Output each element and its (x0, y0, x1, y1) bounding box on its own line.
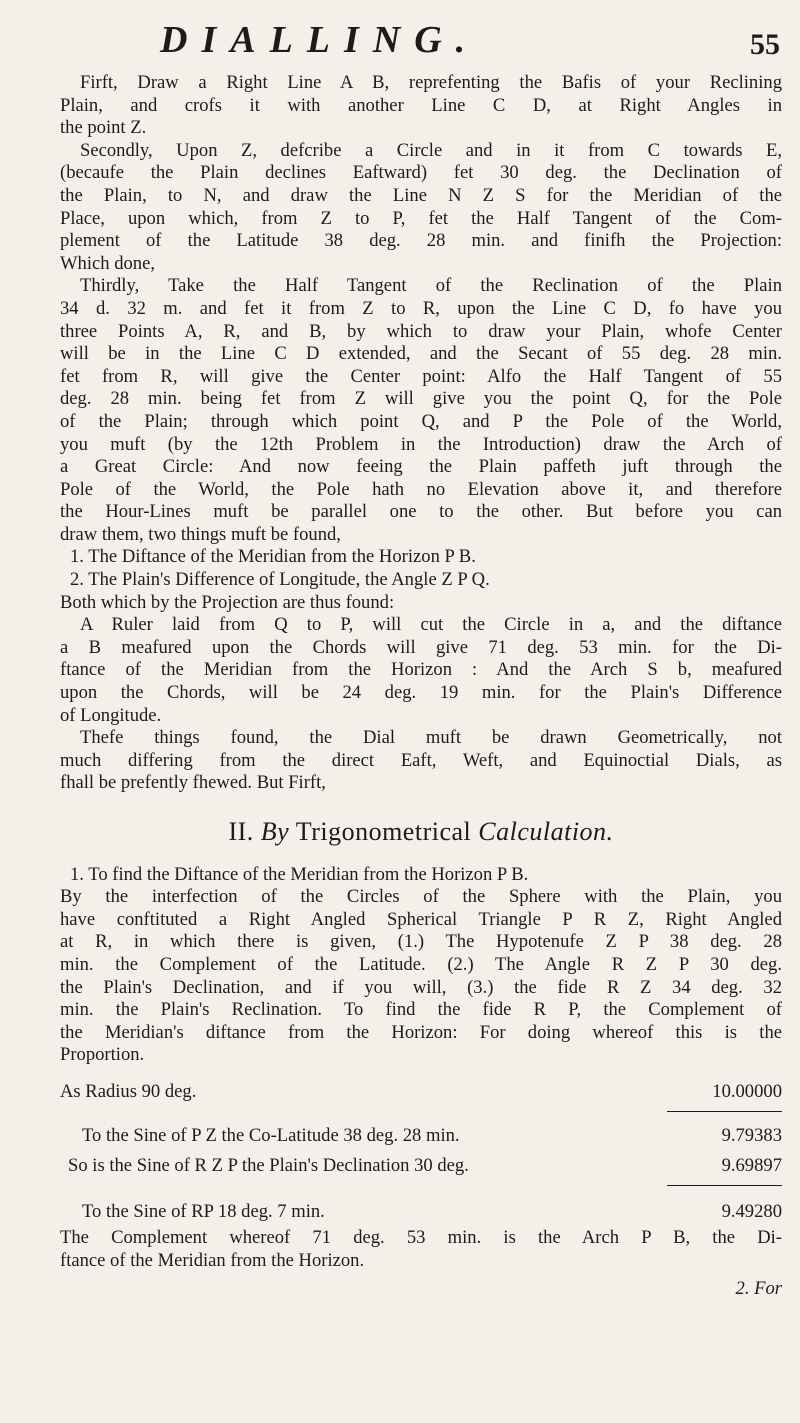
paragraph-complement (60, 1227, 782, 1272)
paragraph-trig (60, 864, 782, 1067)
text-line: deg. 28 min. being fet from Z will give you the point Q, for the Pole (60, 388, 782, 410)
section-by: By (260, 817, 290, 846)
proportion-value: 9.69897 (721, 1154, 782, 1176)
section-word: Trigonometrical (295, 817, 472, 846)
paragraph-geometrically (60, 727, 782, 795)
list-item: 1. The Diftance of the Meridian from the Horizon P B. (70, 546, 476, 568)
text-line: 1. To find the Diftance of the Meridian from the Horizon P B. (70, 863, 529, 885)
catchword-row (60, 1272, 782, 1300)
text-line: of the Plain; through which point Q, and P the Pole of the World, (60, 410, 782, 432)
text-line: will be in the Line C D extended, and the Secant of 55 deg. 28 min. (60, 343, 782, 365)
proportion-row (60, 1201, 782, 1227)
proportion-value: 9.49280 (721, 1200, 782, 1222)
text-line: a B meafured upon the Chords will give 71 deg. 53 min. for the Di- (60, 636, 782, 658)
divider (667, 1111, 782, 1112)
rule-row (60, 1181, 782, 1197)
text-line: the Plain's Declination, and if you will, (3.) the fide R Z 34 deg. 32 (60, 976, 782, 998)
text-line: The Complement whereof 71 deg. 53 min. is the Arch P B, the Di- (60, 1226, 782, 1248)
text-line: Proportion. (60, 1044, 145, 1066)
text-line: ftance of the Meridian from the Horizon. (60, 1249, 365, 1271)
text-line: fet from R, will give the Center point: Alfo the Half Tangent of 55 (60, 365, 782, 387)
paragraph-thirdly (60, 275, 782, 546)
text-line: the Plain, to N, and draw the Line N Z S for the Meridian of the (60, 184, 782, 206)
text-line: have conftituted a Right Angled Spherical Triangle P R Z, Right Angled (60, 908, 782, 930)
proportion-row (60, 1125, 782, 1151)
proportion-row (60, 1081, 782, 1107)
text-line: Thirdly, Take the Half Tangent of the Reclination of the Plain (80, 275, 782, 297)
text-line: the Hour-Lines muft be parallel one to the other. But before you can (60, 501, 782, 523)
proportion-row (60, 1155, 782, 1181)
paragraph-first (60, 72, 782, 140)
list-item: 2. The Plain's Difference of Longitude, the Angle Z P Q. (70, 569, 490, 591)
running-head: DIALLING. (160, 19, 480, 61)
numbered-list (60, 546, 782, 591)
section-calc: Calculation. (478, 817, 614, 846)
text-line: three Points A, R, and B, by which to draw your Plain, whofe Center (60, 320, 782, 342)
text-line: you muft (by the 12th Problem in the Introduction) draw the Arch of (60, 433, 782, 455)
text-line: min. the Complement of the Latitude. (2.) The Angle R Z P 30 deg. (60, 953, 782, 975)
text-line: Plain, and crofs it with another Line C D, at Right Angles in (60, 94, 782, 116)
section-heading (60, 817, 782, 846)
text-line: Pole of the World, the Pole hath no Elevation above it, and therefore (60, 478, 782, 500)
proportion-value: 9.79383 (721, 1124, 782, 1146)
text-line: draw them, two things muft be found, (60, 523, 341, 545)
proportion-label: So is the Sine of R Z P the Plain's Declination 30 deg. (68, 1154, 469, 1176)
proportion-label: To the Sine of RP 18 deg. 7 min. (82, 1200, 325, 1222)
text-line: Firft, Draw a Right Line A B, reprefenting the Bafis of your Reclining (80, 72, 782, 93)
text-line: the point Z. (60, 117, 147, 139)
text-line: at R, in which there is given, (1.) The Hypotenufe Z P 38 deg. 28 (60, 931, 782, 953)
text-line: ftance of the Meridian from the Horizon : And the Arch S b, meafured (60, 659, 782, 681)
proportion-value: 10.00000 (712, 1080, 782, 1102)
text-line: a Great Circle: And now feeing the Plain paffeth juft through the (60, 456, 782, 478)
text-line: Place, upon which, from Z to P, fet the Half Tangent of the Com- (60, 207, 782, 229)
text-line: plement of the Latitude 38 deg. 28 min. and finifh the Projection: (60, 230, 782, 252)
divider (667, 1185, 782, 1186)
text-line: upon the Chords, will be 24 deg. 19 min. for the Plain's Difference (60, 682, 782, 704)
page-number: 55 (750, 28, 780, 61)
text-line: Both which by the Projection are thus found: (60, 591, 395, 613)
text-line: of Longitude. (60, 704, 162, 726)
text-line: fhall be prefently fhewed. But Firft, (60, 772, 326, 794)
text-line: Secondly, Upon Z, defcribe a Circle and in it from C towards E, (80, 139, 782, 161)
text-line: By the interfection of the Circles of the Sphere with the Plain, you (60, 886, 782, 908)
proportion-label: To the Sine of P Z the Co-Latitude 38 deg. 28 min. (82, 1124, 460, 1146)
page-header (0, 18, 800, 64)
text-line: (becaufe the Plain declines Eaftward) fet 30 deg. the Declination of (60, 162, 782, 184)
rule-row (60, 1107, 782, 1121)
catchword: 2. For (735, 1277, 782, 1299)
paragraph-projection (60, 592, 782, 728)
text-line: min. the Plain's Reclination. To find the fide R P, the Complement of (60, 999, 782, 1021)
text-line: the Meridian's diftance from the Horizon: For doing whereof this is the (60, 1021, 782, 1043)
paragraph-secondly (60, 140, 782, 276)
section-numeral: II. (228, 817, 254, 846)
text-line: Which done, (60, 252, 156, 274)
text-line: Thefe things found, the Dial muft be drawn Geometrically, not (80, 727, 782, 749)
proportion-label: As Radius 90 deg. (60, 1080, 197, 1102)
text-line: A Ruler laid from Q to P, will cut the Circle in a, and the diftance (80, 614, 782, 636)
proportion-table (60, 1081, 782, 1227)
text-line: much differing from the direct Eaft, Weft, and Equinoctial Dials, as (60, 749, 782, 771)
text-line: 34 d. 32 m. and fet it from Z to R, upon the Line C D, fo have you (60, 297, 782, 319)
page-body (60, 72, 782, 1300)
